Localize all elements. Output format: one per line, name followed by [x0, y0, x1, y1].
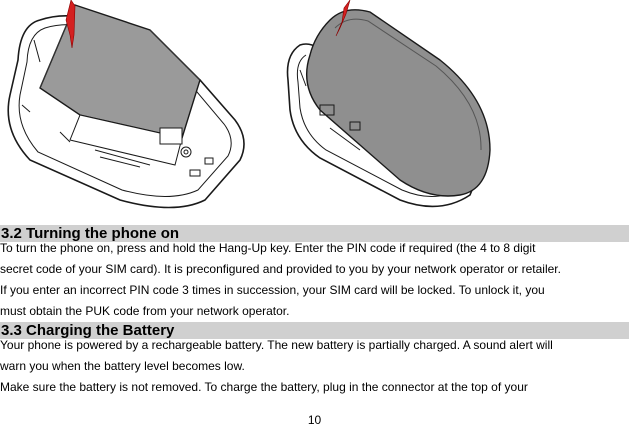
phone-with-battery-illustration [8, 5, 244, 208]
section-heading-charging: 3.3 Charging the Battery [0, 322, 629, 339]
turning-on-line-3: If you enter an incorrect PIN code 3 times in succession, your SIM card will be locked. To unlock it, you [0, 283, 545, 297]
charging-line-3: Make sure the battery is not removed. To charge the battery, plug in the connector at the top of your [0, 380, 528, 394]
charging-line-1: Your phone is powered by a rechargeable battery. The new battery is partially charged. A sound alert will [0, 338, 553, 352]
section-heading-turning-on: 3.2 Turning the phone on [0, 225, 629, 242]
turning-on-line-1: To turn the phone on, press and hold the Hang-Up key. Enter the PIN code if required (the 4 to 8 digit [0, 241, 536, 255]
page-number: 10 [307, 413, 322, 427]
turning-on-line-4: must obtain the PUK code from your network operator. [0, 304, 290, 318]
phone-with-cover-illustration [288, 10, 491, 207]
turning-on-line-2: secret code of your SIM card). It is preconfigured and provided to you by your network operator or retailer. [0, 262, 561, 276]
battery-installation-illustrations [0, 0, 629, 210]
charging-line-2: warn you when the battery level becomes low. [0, 359, 245, 373]
